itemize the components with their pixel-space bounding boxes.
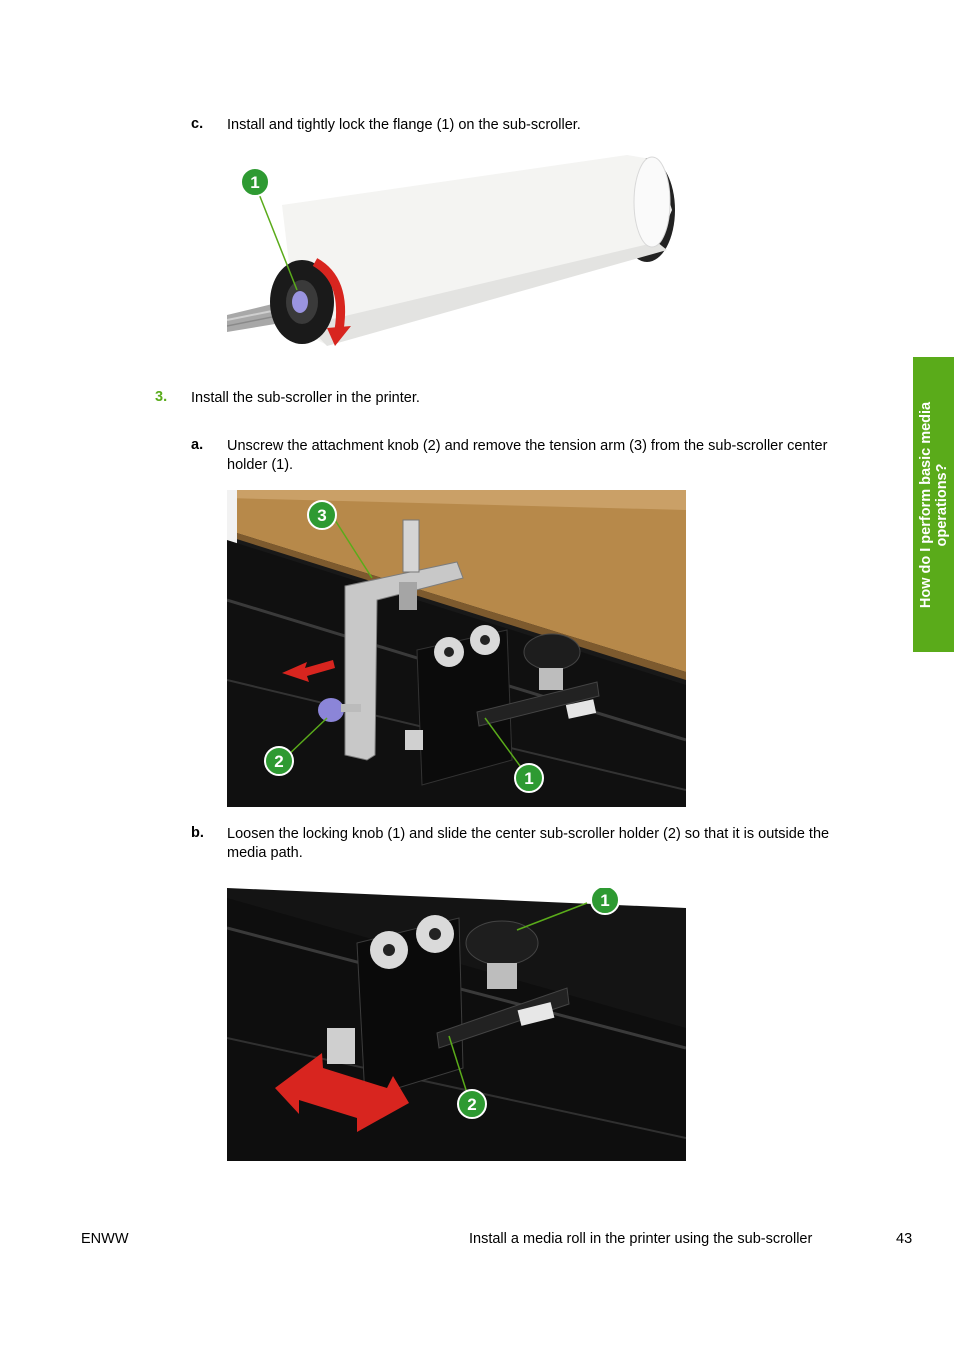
step-a-line-1: Unscrew the attachment knob (2) and remove the tension arm (3) from the sub-scroller center: [227, 438, 828, 454]
step-a-marker: a.: [191, 437, 204, 453]
step-a-text: [227, 437, 897, 475]
step-3-marker: 3.: [155, 389, 168, 405]
footer-left: ENWW: [81, 1231, 129, 1247]
step-c-text: Install and tightly lock the flange (1) on the sub-scroller.: [227, 117, 581, 133]
fig2-callout-2: 2: [274, 752, 284, 771]
fig1-callout-1: 1: [250, 173, 260, 192]
step-c-marker: c.: [191, 116, 204, 132]
step-b-marker: b.: [191, 825, 204, 841]
figure-tension-arm: [227, 490, 686, 807]
fig3-callout-1: 1: [600, 891, 610, 910]
figure-slide-holder: [227, 888, 686, 1161]
fig2-callout-1: 1: [524, 769, 534, 788]
figure-flange-install: [227, 150, 687, 370]
step-a-line-2: holder (1).: [227, 457, 294, 473]
footer-page-number: 43: [896, 1231, 913, 1247]
step-b-line-1: Loosen the locking knob (1) and slide the center sub-scroller holder (2) so that it is outside the: [227, 826, 830, 842]
step-b-text: [227, 825, 907, 863]
chapter-side-tab: [913, 357, 954, 652]
footer-title: Install a media roll in the printer using the sub-scroller: [469, 1231, 813, 1247]
chapter-side-tab-text: How do I perform basic media operations?: [917, 401, 950, 608]
fig2-callout-3: 3: [317, 506, 327, 525]
fig3-callout-2: 2: [467, 1095, 477, 1114]
step-b-line-2: media path.: [227, 845, 303, 861]
step-3-text: Install the sub-scroller in the printer.: [191, 390, 420, 406]
